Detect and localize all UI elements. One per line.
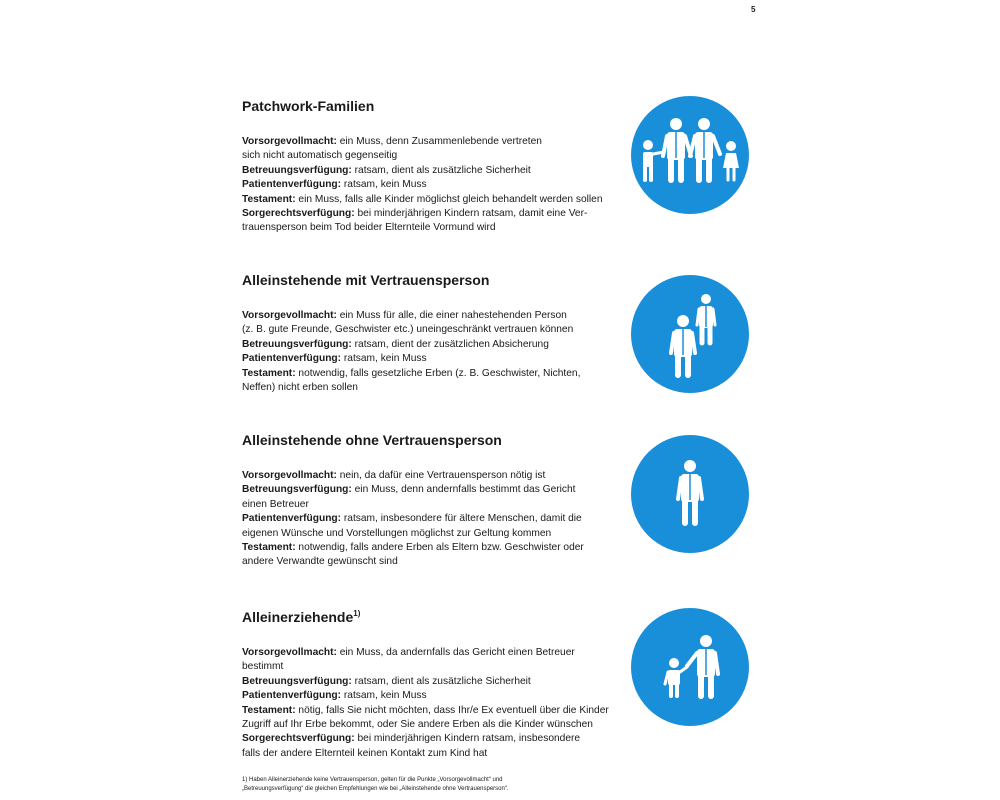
- section-single-without-trusted-person: [242, 432, 622, 570]
- entry-vorsorgevollmacht: Vorsorgevollmacht: ein Muss für alle, die einer nahestehenden Person (z. B. gute Freunde, Geschwister etc.) uneingeschränkt vertrauen können: [242, 310, 574, 336]
- entry-testament: Testament: notwendig, falls gesetzliche Erben (z. B. Geschwister, Nichten, Neffen) nicht erben sollen: [242, 367, 581, 394]
- footnote-line: „Betreuungsverfügung“ die gleichen Empfehlungen wie bei „Alleinstehende ohne Vertrauensperson“.: [242, 786, 509, 792]
- entry-patientenverfuegung: Patientenverfügung: ratsam, kein Muss: [242, 690, 427, 702]
- entry-testament: Testament: notwendig, falls andere Erben als Eltern bzw. Geschwister oder andere Verwandte gewünscht sind: [242, 542, 584, 568]
- section-title: Alleinerziehende$^{1)}$: [242, 609, 361, 625]
- entry-betreuungsverfuegung: Betreuungsverfügung: ein Muss, denn andernfalls bestimmt das Gericht einen Betreuer: [242, 484, 576, 510]
- entry-vorsorgevollmacht: Vorsorgevollmacht: ein Muss, da andernfalls das Gericht einen Betreuer bestimmt: [242, 647, 575, 673]
- entry-patientenverfuegung: Patientenverfügung: ratsam, kein Muss: [242, 353, 427, 365]
- single-parent-icon: [631, 608, 749, 726]
- entry-testament: Testament: nötig, falls Sie nicht möchten, dass Ihr/e Ex eventuell über die Kinder Zugriff auf Ihr Erbe bekommt, oder Sie andere Erben als die Kinder wünschen: [242, 704, 609, 731]
- entry-patientenverfuegung: Patientenverfügung: ratsam, kein Muss: [242, 179, 427, 191]
- single-adult-icon: [631, 435, 749, 553]
- footnote: [242, 776, 642, 794]
- entry-betreuungsverfuegung: Betreuungsverfügung: ratsam, dient als zusätzliche Sicherheit: [242, 675, 531, 687]
- entry-vorsorgevollmacht: Vorsorgevollmacht: nein, da dafür eine Vertrauensperson nötig ist: [242, 470, 546, 481]
- page-number: 5: [751, 5, 756, 14]
- section-title: Alleinstehende mit Vertrauensperson: [242, 272, 490, 288]
- section-single-parents: [242, 605, 622, 761]
- section-single-with-trusted-person: [242, 272, 622, 395]
- footnote-marker: 1): [353, 609, 361, 618]
- footnote-line: 1) Haben Alleinerziehende keine Vertrauensperson, gelten für die Punkte „Vorsorgevollmacht“ und: [242, 777, 503, 783]
- entry-betreuungsverfuegung: Betreuungsverfügung: ratsam, dient als zusätzliche Sicherheit: [242, 164, 531, 176]
- entry-testament: Testament: ein Muss, falls alle Kinder möglichst gleich behandelt werden sollen: [242, 193, 603, 205]
- entry-vorsorgevollmacht: Vorsorgevollmacht: ein Muss, denn Zusammenlebende vertreten sich nicht automatisch gegenseitig: [242, 136, 542, 162]
- entry-betreuungsverfuegung: Betreuungsverfügung: ratsam, dient der zusätzlichen Absicherung: [242, 338, 549, 350]
- section-title: Alleinstehende ohne Vertrauensperson: [242, 432, 502, 448]
- entry-patientenverfuegung: Patientenverfügung: ratsam, insbesondere für ältere Menschen, damit die eigenen Wünsche und Vorstellungen möglichst zur Geltung kommen: [242, 513, 582, 539]
- section-title: Patchwork-Familien: [242, 98, 375, 114]
- patchwork-family-icon: [631, 96, 749, 214]
- section-patchwork-families: [242, 98, 622, 236]
- two-adults-icon: [631, 275, 749, 393]
- entry-sorgerechtsverfuegung: Sorgerechtsverfügung: bei minderjährigen Kindern ratsam, damit eine Ver- trauensperson beim Tod beider Elternteile Vormund wird: [242, 208, 588, 234]
- entry-sorgerechtsverfuegung: Sorgerechtsverfügung: bei minderjährigen Kindern ratsam, insbesondere falls der andere Elternteil keinen Kontakt zum Kind hat: [242, 733, 581, 759]
